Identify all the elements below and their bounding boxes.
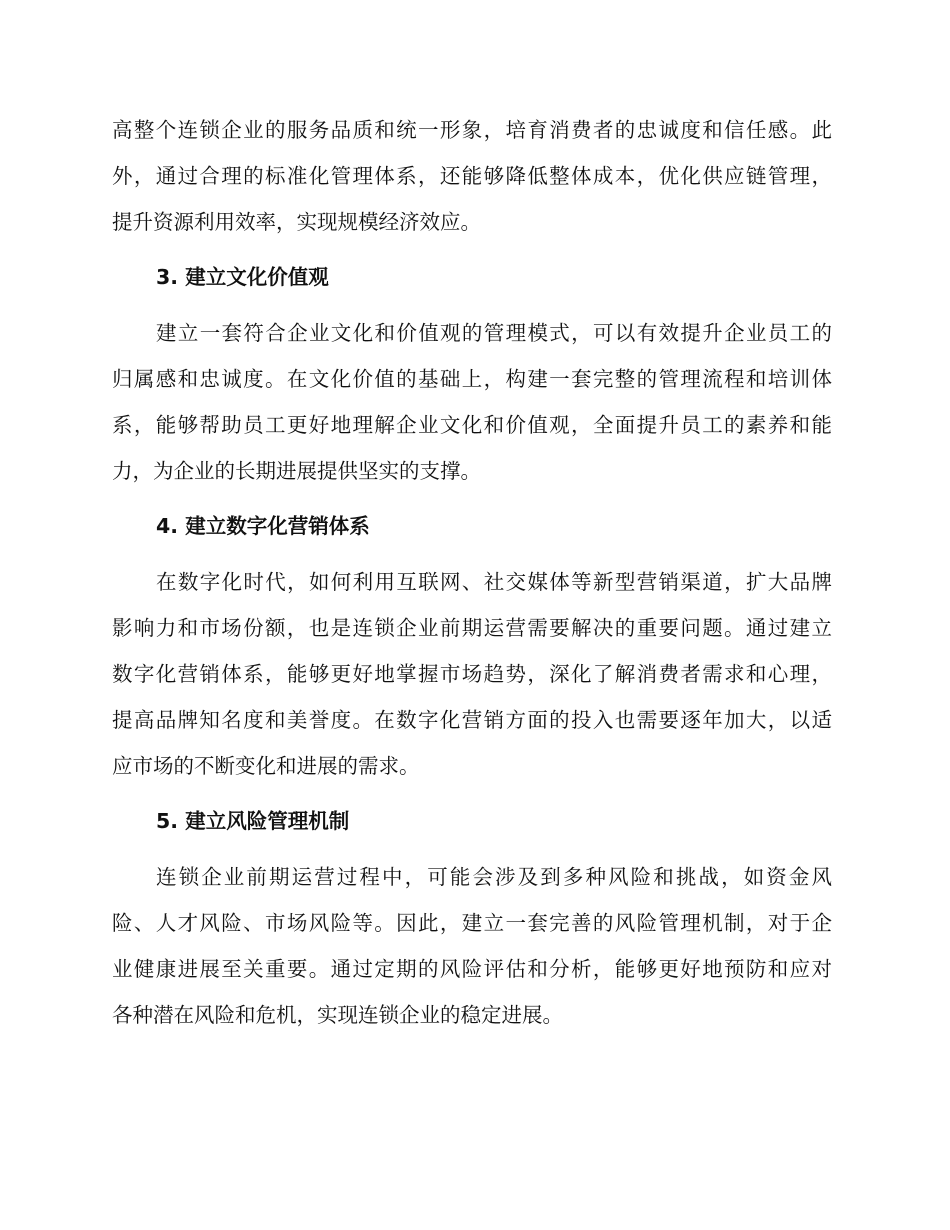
paragraph-line: 数字化营销体系，能够更好地掌握市场趋势，深化了解消费者需求和心理，	[112, 662, 832, 686]
paragraph-line: 外，通过合理的标准化管理体系，还能够降低整体成本，优化供应链管理，	[112, 164, 832, 188]
section-heading: 3. 建立文化价值观	[156, 265, 329, 289]
paragraph-line: 提升资源利用效率，实现规模经济效应。	[112, 210, 481, 234]
paragraph-line: 各种潜在风险和危机，实现连锁企业的稳定进展。	[112, 1003, 563, 1027]
section-heading: 5. 建立风险管理机制	[156, 809, 350, 833]
paragraph-line: 系，能够帮助员工更好地理解企业文化和价值观，全面提升员工的素养和能	[112, 413, 832, 437]
paragraph-line: 险、人才风险、市场风险等。因此，建立一套完善的风险管理机制，对于企	[112, 911, 832, 935]
paragraph-line: 高整个连锁企业的服务品质和统一形象，培育消费者的忠诚度和信任感。此	[112, 118, 832, 142]
paragraph-line: 业健康进展至关重要。通过定期的风险评估和分析，能够更好地预防和应对	[112, 957, 832, 981]
paragraph-line: 在数字化时代，如何利用互联网、社交媒体等新型营销渠道，扩大品牌	[156, 570, 832, 594]
paragraph-line: 应市场的不断变化和进展的需求。	[112, 754, 420, 778]
paragraph-line: 力，为企业的长期进展提供坚实的支撑。	[112, 459, 481, 483]
paragraph-line: 影响力和市场份额，也是连锁企业前期运营需要解决的重要问题。通过建立	[112, 616, 832, 640]
paragraph-line: 提高品牌知名度和美誉度。在数字化营销方面的投入也需要逐年加大，以适	[112, 708, 832, 732]
section-heading: 4. 建立数字化营销体系	[156, 514, 370, 538]
paragraph-line: 归属感和忠诚度。在文化价值的基础上，构建一套完整的管理流程和培训体	[112, 367, 832, 391]
paragraph-line: 建立一套符合企业文化和价值观的管理模式，可以有效提升企业员工的	[156, 321, 832, 345]
paragraph-line: 连锁企业前期运营过程中，可能会涉及到多种风险和挑战，如资金风	[156, 865, 832, 889]
